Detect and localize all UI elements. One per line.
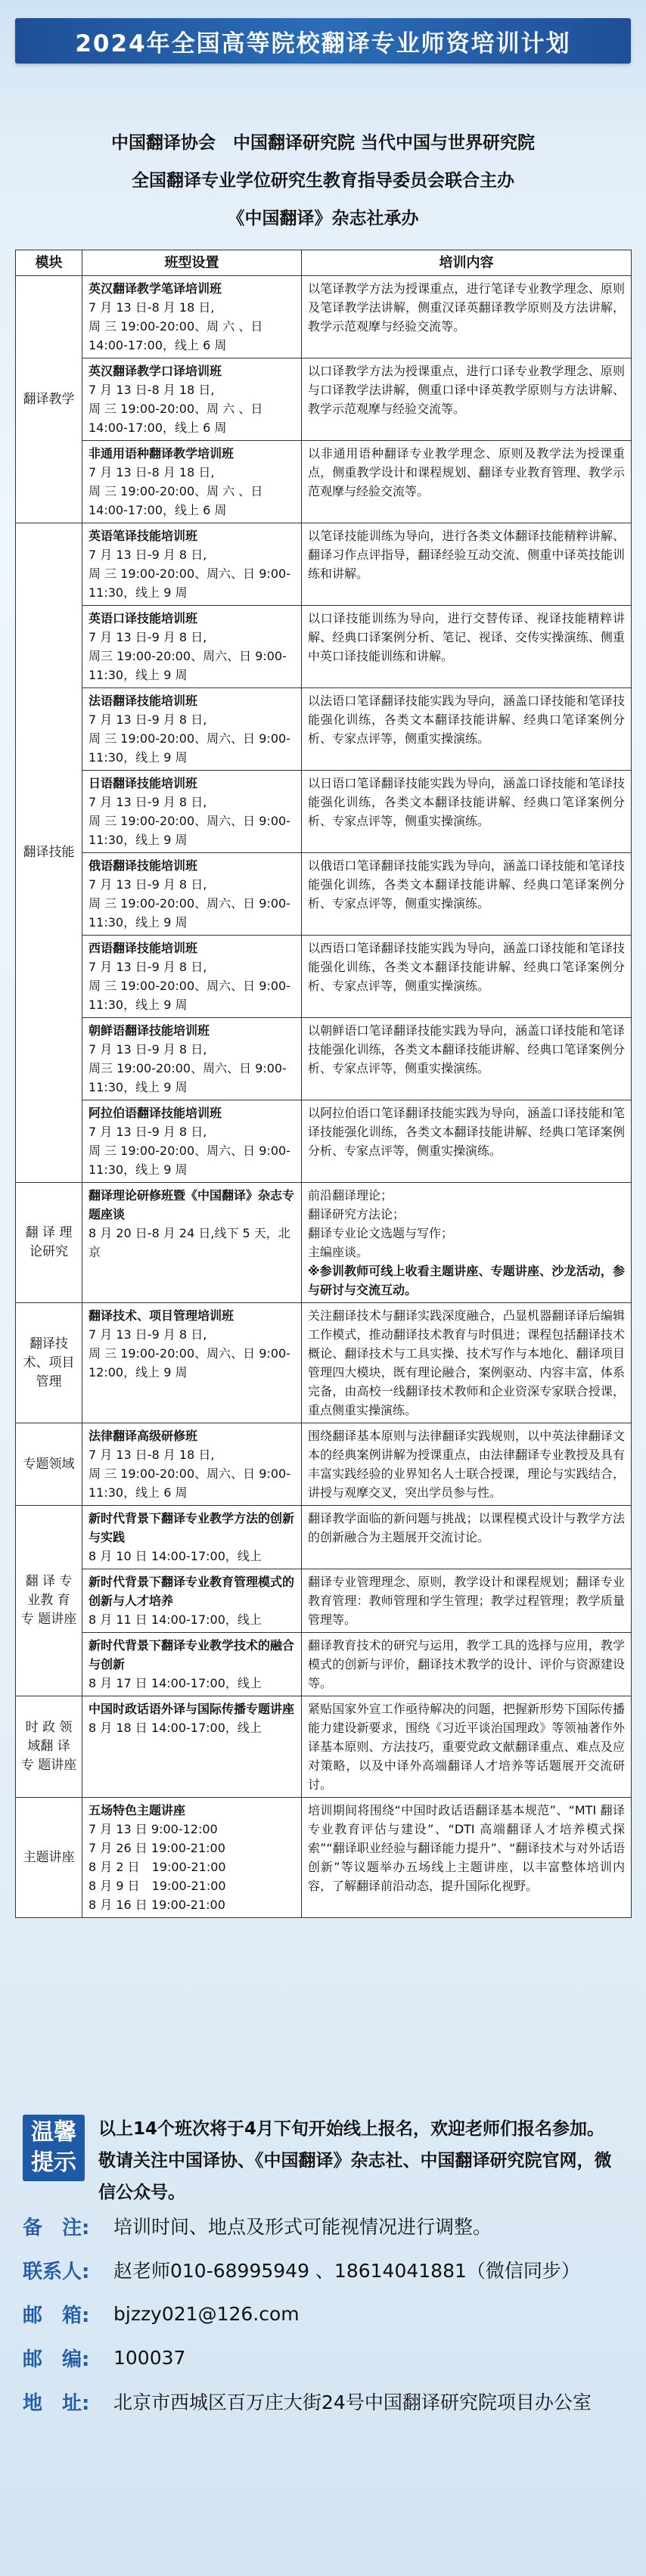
- table-row: [16, 523, 632, 606]
- address-row: [23, 2382, 628, 2420]
- organizer-line-1: 中国翻译协会 中国翻译研究院 当代中国与世界研究院: [110, 133, 535, 153]
- class-cell: [82, 523, 302, 606]
- class-schedule-line: 7 月 13 日-9 月 8 日,: [89, 548, 207, 562]
- email-row: [23, 2295, 628, 2332]
- content-text: 以口译技能训练为导向，进行交替传译、视译技能精粹讲解、经典口译案例分析、笔记、视译、交传实操演练、侧重中英口译技能训练和讲解。: [308, 611, 625, 663]
- content-cell: [302, 606, 632, 688]
- class-cell: [82, 936, 302, 1018]
- table-row: [16, 276, 632, 358]
- training-schedule-table: [15, 250, 632, 1918]
- content-text: 翻译教学面临的新问题与挑战；以课程模式设计与教学方法的创新融合为主题展开交流讨论。: [308, 1511, 625, 1544]
- class-schedule-line: 7 月 13 日-8 月 18 日,: [89, 300, 215, 315]
- content-cell: [302, 853, 632, 936]
- content-text: 翻译专业论文选题与写作；: [308, 1226, 454, 1240]
- address-value: 北京市西城区百万庄大街24号中国翻译研究院项目办公室: [113, 2391, 592, 2413]
- class-name: 西语翻译技能培训班: [89, 941, 198, 955]
- table-row: [16, 1423, 632, 1506]
- module-cell: 翻 译 专 业教 育 专 题讲座: [16, 1506, 82, 1696]
- class-schedule-line: 7 月 13 日-9 月 8 日,: [89, 960, 207, 974]
- class-name: 英汉翻译教学笔译培训班: [89, 281, 222, 296]
- tips-badge: [23, 2115, 85, 2181]
- module-cell: 翻译教学: [16, 276, 82, 523]
- content-cell: [302, 1569, 632, 1633]
- class-name: 朝鲜语翻译技能培训班: [89, 1023, 210, 1038]
- table-row: [16, 441, 632, 523]
- class-cell: [82, 276, 302, 358]
- class-name: 翻译技术、项目管理培训班: [89, 1308, 234, 1323]
- class-schedule-line: 周 三 19:00-20:00、周 六 、日 14:00-17:00，线上 6 周: [89, 319, 263, 352]
- content-text: 以日语口笔译翻译技能实践为导向，涵盖口译技能和笔译技能强化训练，各类文本翻译技能讲解、经典口笔译案例分析、专家点评等，侧重实操演练。: [308, 776, 625, 828]
- class-cell: [82, 1506, 302, 1569]
- content-cell: [302, 358, 632, 441]
- module-cell: 主题讲座: [16, 1798, 82, 1918]
- class-name: 阿拉伯语翻译技能培训班: [89, 1106, 222, 1120]
- table-row: [16, 1633, 632, 1696]
- class-schedule-line: 周三 19:00-20:00、周六、日 9:00-11:30，线上 9 周: [89, 1061, 287, 1094]
- module-cell: 翻译技术、项目管理: [16, 1303, 82, 1423]
- contact-value: 赵老师010-68995949 、18614041881（微信同步）: [113, 2260, 580, 2282]
- table-row: [16, 1018, 632, 1100]
- class-schedule-line: 8 月 2 日 19:00-21:00: [89, 1860, 226, 1874]
- content-text: 翻译专业管理理念、原则，教学设计和课程规划；翻译专业教育管理：教师管理和学生管理；教学过程管理；教学质量管理等。: [308, 1575, 625, 1627]
- table-row: [16, 1100, 632, 1183]
- class-schedule-line: 7 月 13 日-8 月 18 日,: [89, 465, 215, 480]
- class-cell: [82, 1633, 302, 1696]
- content-cell: [302, 1798, 632, 1918]
- tips-text: 以上14个班次将于4月下旬开始线上报名，欢迎老师们报名参加。敬请关注中国译协、《中国翻译》杂志社、中国翻译研究院官网，微信公众号。: [98, 2119, 612, 2202]
- class-schedule-line: 周 三 19:00-20:00、周 六 、日 14:00-17:00，线上 6 周: [89, 484, 263, 517]
- class-schedule-line: 7 月 26 日 19:00-21:00: [89, 1841, 225, 1855]
- content-text: 围绕翻译基本原则与法律翻译实践规则，以中英法律翻译文本的经典案例讲解为授课重点，由法律翻译专业教授及具有丰富实践经验的业界知名人士联合授课，理论与实践结合，讲授与观摩交叉，突出学员参与性。: [308, 1429, 625, 1500]
- address-label: 地 址:: [23, 2391, 90, 2415]
- content-cell: [302, 1183, 632, 1303]
- content-cell: [302, 1506, 632, 1569]
- class-schedule-line: 8 月 11 日 14:00-17:00，线上: [89, 1612, 262, 1627]
- class-cell: [82, 1183, 302, 1303]
- class-name: 英语笔译技能培训班: [89, 529, 198, 543]
- page-title: 2024年全国高等院校翻译专业师资培训计划: [75, 29, 571, 57]
- class-name: 中国时政话语外译与国际传播专题讲座: [89, 1702, 295, 1716]
- module-cell: 时 政 领 域翻 译 专 题讲座: [16, 1696, 82, 1798]
- class-name: 英汉翻译教学口译培训班: [89, 364, 222, 378]
- content-text: 翻译教育技术的研究与运用，教学工具的选择与应用，教学模式的创新与评价，翻译技术教学的设计、评价与资源建设等。: [308, 1638, 625, 1690]
- content-text: 以西语口笔译翻译技能实践为导向，涵盖口译技能和笔译技能强化训练，各类文本翻译技能讲解、经典口笔译案例分析、专家点评等，侧重实操演练。: [308, 941, 625, 993]
- content-text: 以笔译技能训练为导向，进行各类文体翻译技能精粹讲解、翻译习作点评指导，翻译经验互动交流、侧重中译英技能训练和讲解。: [308, 529, 625, 581]
- class-schedule-line: 周 三 19:00-20:00、周六、日 9:00-11:30，线上 6 周: [89, 1466, 290, 1500]
- class-cell: [82, 1798, 302, 1918]
- header-content: 培训内容: [302, 250, 632, 276]
- content-text: 紧贴国家外宣工作亟待解决的问题，把握新形势下国际传播能力建设新要求，围绕《习近平谈治国理政》等领袖著作外译基本原则、方法技巧，重要党政文献翻译重点、难点及应对策略，以及中译外高端翻译人才培养等话题展开交流研讨。: [308, 1702, 625, 1792]
- content-cell: [302, 936, 632, 1018]
- content-cell: [302, 276, 632, 358]
- class-schedule-line: 8 月 10 日 14:00-17:00，线上: [89, 1549, 262, 1563]
- class-cell: [82, 771, 302, 853]
- class-schedule-line: 周三 19:00-20:00、周六、日 9:00-11:30，线上 9 周: [89, 649, 287, 682]
- table-row: [16, 1798, 632, 1918]
- class-name: 俄语翻译技能培训班: [89, 858, 198, 873]
- postcode-row: [23, 2339, 628, 2376]
- table-row: [16, 688, 632, 771]
- class-cell: [82, 606, 302, 688]
- organizer-line-3: 《中国翻译》杂志社承办: [227, 209, 419, 228]
- content-cell: [302, 1100, 632, 1183]
- class-name: 非通用语种翻译教学培训班: [89, 446, 234, 461]
- class-schedule-line: 7 月 13 日-8 月 18 日,: [89, 383, 215, 397]
- class-schedule-line: 周 三 19:00-20:00、周 六 、日 14:00-17:00，线上 6 周: [89, 402, 263, 435]
- note-label: 备 注:: [23, 2216, 90, 2239]
- class-schedule-line: 8 月 20 日-8 月 24 日,线下 5 天，北京: [89, 1226, 290, 1259]
- table-row: [16, 771, 632, 853]
- class-schedule-line: 周 三 19:00-20:00、周六、日 9:00-11:30，线上 9 周: [89, 896, 290, 930]
- tips-badge-line2: 提示: [31, 2149, 76, 2176]
- content-text: 以口译教学方法为授课重点，进行口译专业教学理念、原则与口译教学法讲解，侧重口译中译英教学原则与方法讲解、教学示范观摩与经验交流等。: [308, 364, 625, 416]
- class-cell: [82, 1423, 302, 1506]
- table-row: [16, 606, 632, 688]
- contact-label: 联系人:: [23, 2260, 90, 2283]
- content-text: 以笔译教学方法为授课重点，进行笔译专业教学理念、原则及笔译教学法讲解，侧重汉译英翻译教学原则及方法讲解，教学示范观摩与经验交流等。: [308, 281, 625, 334]
- content-cell: [302, 1633, 632, 1696]
- module-cell: 翻译技能: [16, 523, 82, 1183]
- header-module: 模块: [16, 250, 82, 276]
- class-name: 日语翻译技能培训班: [89, 776, 198, 790]
- class-schedule-line: 周 三 19:00-20:00、周六、日 9:00-11:30，线上 9 周: [89, 1144, 290, 1177]
- table-row: [16, 1303, 632, 1423]
- content-note: ※参训教师可线上收看主题讲座、专题讲座、沙龙活动，参与研讨与交流互动。: [308, 1264, 625, 1297]
- class-name: 新时代背景下翻译专业教学方法的创新与实践: [89, 1511, 295, 1544]
- class-schedule-line: 7 月 13 日-9 月 8 日,: [89, 1125, 207, 1139]
- class-schedule-line: 周 三 19:00-20:00、周六、日 9:00-11:30，线上 9 周: [89, 979, 290, 1012]
- class-cell: [82, 1303, 302, 1423]
- content-text: 关注翻译技术与翻译实践深度融合，凸显机器翻译译后编辑工作模式，推动翻译技术教育与时俱进；课程包括翻译技术概论、翻译技术与工具实操、技术写作与本地化、翻译项目管理四大模块，既有理论融合，案例驱动、内容丰富，体系完备，由高校一线翻译技术教师和企业资深专家联合授课，重点侧重实操演练。: [308, 1308, 625, 1417]
- class-schedule-line: 8 月 16 日 19:00-21:00: [89, 1898, 225, 1912]
- content-text: 主编座谈。: [308, 1245, 369, 1259]
- class-schedule-line: 7 月 13 日-9 月 8 日,: [89, 630, 207, 644]
- class-name: 新时代背景下翻译专业教学技术的融合与创新: [89, 1638, 295, 1671]
- note-row: [23, 2207, 628, 2245]
- content-cell: [302, 1696, 632, 1798]
- table-body: [16, 276, 632, 1918]
- class-schedule-line: 周 三 19:00-20:00、周六、日 9:00-11:30，线上 9 周: [89, 566, 290, 600]
- class-name: 英语口译技能培训班: [89, 611, 198, 625]
- table-row: [16, 1569, 632, 1633]
- class-cell: [82, 358, 302, 441]
- content-text: 以朝鲜语口笔译翻译技能实践为导向，涵盖口译技能和笔译技能强化训练，各类文本翻译技能讲解、经典口笔译案例分析、专家点评等，侧重实操演练。: [308, 1023, 625, 1075]
- class-schedule-line: 周 三 19:00-20:00、周六、日 9:00-11:30，线上 9 周: [89, 731, 290, 765]
- class-name: 五场特色主题讲座: [89, 1803, 186, 1817]
- table-header-row: [16, 250, 632, 276]
- table-row: [16, 1183, 632, 1303]
- class-schedule-line: 8 月 17 日 14:00-17:00，线上: [89, 1676, 262, 1690]
- postcode-value: 100037: [113, 2346, 186, 2369]
- content-cell: [302, 1423, 632, 1506]
- content-cell: [302, 1018, 632, 1100]
- table-row: [16, 853, 632, 936]
- class-schedule-line: 周 三 19:00-20:00、周六、日 9:00-11:30，线上 9 周: [89, 814, 290, 847]
- class-name: 法语翻译技能培训班: [89, 694, 198, 708]
- table-row: [16, 1696, 632, 1798]
- class-name: 新时代背景下翻译专业教育管理模式的创新与人才培养: [89, 1575, 295, 1608]
- class-cell: [82, 688, 302, 771]
- email-value[interactable]: bjzzy021@126.com: [113, 2302, 300, 2325]
- class-cell: [82, 1100, 302, 1183]
- class-schedule-line: 7 月 13 日-9 月 8 日,: [89, 795, 207, 809]
- class-schedule-line: 8 月 18 日 14:00-17:00，线上: [89, 1721, 262, 1735]
- module-cell: 专题领域: [16, 1423, 82, 1506]
- content-text: 以法语口笔译翻译技能实践为导向，涵盖口译技能和笔译技能强化训练，各类文本翻译技能讲解、经典口笔译案例分析、专家点评等，侧重实操演练。: [308, 694, 625, 746]
- training-schedule-table-wrap: [15, 250, 631, 1918]
- tips-badge-line1: 温馨: [31, 2119, 76, 2146]
- content-text: 以俄语口笔译翻译技能实践为导向，涵盖口译技能和笔译技能强化训练，各类文本翻译技能讲解、经典口笔译案例分析、专家点评等，侧重实操演练。: [308, 858, 625, 911]
- page-title-banner: [15, 18, 631, 64]
- class-cell: [82, 853, 302, 936]
- class-schedule-line: 7 月 13 日-9 月 8 日,: [89, 712, 207, 727]
- class-cell: [82, 1018, 302, 1100]
- table-row: [16, 936, 632, 1018]
- email-label: 邮 箱:: [23, 2304, 90, 2327]
- content-text: 培训期间将围绕“中国时政话语翻译基本规范”、“MTI 翻译专业教育评估与建设”、“DTI 高端翻译人才培养模式探索”“翻译职业经验与翻译能力提升”、“翻译技术与对外话语创新”等议题举办五场线上主题讲座，以丰富整体培训内容，了解翻译前沿动态，提升国际化视野。: [308, 1803, 625, 1893]
- content-cell: [302, 1303, 632, 1423]
- header-class: 班型设置: [82, 250, 302, 276]
- class-name: 法律翻译高级研修班: [89, 1429, 198, 1443]
- module-cell: 翻 译 理 论研究: [16, 1183, 82, 1303]
- content-cell: [302, 441, 632, 523]
- postcode-label: 邮 编:: [23, 2348, 90, 2371]
- content-text: 以非通用语种翻译专业教学理念、原则及教学法为授课重点，侧重教学设计和课程规划、翻译专业教育管理、教学示范观摩与经验交流等。: [308, 446, 625, 498]
- content-cell: [302, 688, 632, 771]
- class-schedule-line: 8 月 9 日 19:00-21:00: [89, 1879, 226, 1893]
- class-schedule-line: 周 三 19:00-20:00、周六、日 9:00-12:00，线上 9 周: [89, 1346, 290, 1380]
- content-text: 翻译研究方法论；: [308, 1207, 405, 1221]
- class-schedule-line: 7 月 13 日 9:00-12:00: [89, 1822, 218, 1836]
- content-cell: [302, 771, 632, 853]
- note-value: 培训时间、地点及形式可能视情况进行调整。: [113, 2216, 492, 2238]
- table-row: [16, 358, 632, 441]
- contact-row: [23, 2251, 628, 2289]
- class-schedule-line: 7 月 13 日-9 月 8 日,: [89, 1327, 207, 1342]
- tips-box: [15, 2107, 631, 2202]
- content-text: 以阿拉伯语口笔译翻译技能实践为导向，涵盖口译技能和笔译技能强化训练，各类文本翻译技能讲解、经典口笔译案例分析、专家点评等，侧重实操演练。: [308, 1106, 625, 1158]
- class-name: 翻译理论研修班暨《中国翻译》杂志专题座谈: [89, 1188, 295, 1221]
- class-cell: [82, 1569, 302, 1633]
- content-text: 前沿翻译理论；: [308, 1188, 393, 1203]
- class-schedule-line: 7 月 13 日-9 月 8 日,: [89, 1042, 207, 1057]
- table-row: [16, 1506, 632, 1569]
- class-cell: [82, 1696, 302, 1798]
- class-cell: [82, 441, 302, 523]
- content-cell: [302, 523, 632, 606]
- class-schedule-line: 7 月 13 日-8 月 18 日,: [89, 1448, 215, 1462]
- organizer-line-2: 全国翻译专业学位研究生教育指导委员会联合主办: [132, 171, 514, 191]
- class-schedule-line: 7 月 13 日-9 月 8 日,: [89, 877, 207, 892]
